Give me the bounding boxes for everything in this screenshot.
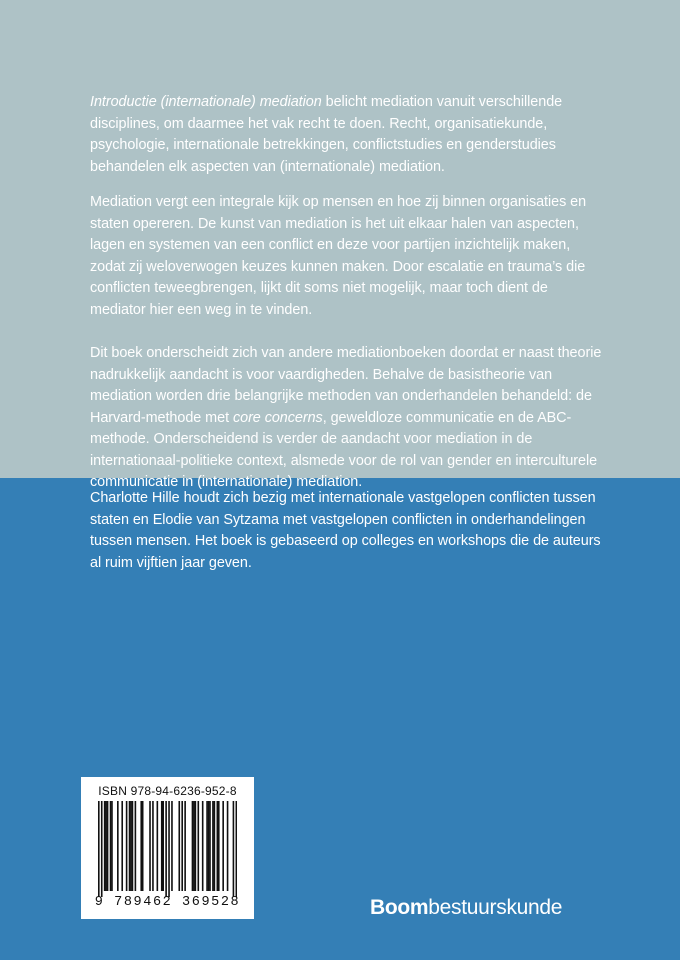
- barcode-bar: [98, 801, 100, 897]
- barcode-bar: [101, 801, 103, 897]
- barcode-bar: [117, 801, 119, 891]
- barcode-bar: [161, 801, 163, 891]
- barcode-bar: [178, 801, 180, 891]
- core-concerns-italic: core concerns: [232, 409, 323, 426]
- barcode-bars: [98, 801, 237, 897]
- book-title-italic: Introductie (internationale) mediation: [90, 94, 322, 110]
- barcode-bar: [171, 801, 173, 891]
- barcode-bar: [142, 801, 144, 891]
- barcode-bar: [214, 801, 216, 891]
- barcode-bar: [212, 801, 214, 891]
- barcode-bar: [195, 801, 197, 891]
- barcode-bar: [181, 801, 183, 891]
- barcode-bar: [192, 801, 194, 891]
- barcode-bar: [149, 801, 151, 891]
- isbn-label: ISBN 978-94-6236-952-8: [98, 784, 237, 798]
- barcode-bar: [126, 801, 128, 891]
- book-distinction-text-b: , geweldloze communicatie en de ABC-methode. Onderscheidend is verder de aandacht voor mediation in de internationaal-politieke context, alsmede voor de rol van gender en interculturele communicatie in (internationale) mediation.: [90, 409, 598, 490]
- barcode-bar: [104, 801, 106, 891]
- barcode-bar: [165, 801, 167, 897]
- publisher-logo: [370, 896, 562, 920]
- barcode-bar: [111, 801, 113, 891]
- barcode-bar: [140, 801, 142, 891]
- barcode-bar: [227, 801, 229, 891]
- authors-paragraph: Charlotte Hille houdt zich bezig met internationale vastgelopen conflicten tussen staten en Elodie van Sytzama met vastgelopen conflicten in onderhandelingen tussen mensen. Het boek is gebaseerd op colleges en workshops die de auteurs al ruim vijftien jaar geven.: [90, 490, 601, 571]
- barcode-bar: [233, 801, 235, 897]
- barcode-bar: [208, 801, 210, 891]
- intro-paragraph-text: belicht mediation vanuit verschillende disciplines, om daarmee het vak recht te doen. Recht, organisatiekunde, psychologie, internationale betrekkingen, conflictstudies en genderstudies behandelen elk aspecten van (internationale) mediation.: [90, 94, 563, 175]
- barcode-bar: [107, 801, 109, 891]
- barcode-bar: [162, 801, 164, 891]
- barcode-bar: [193, 801, 195, 891]
- publisher-logo-boom: Boom: [370, 896, 429, 919]
- barcode-box: [81, 777, 254, 919]
- barcode-bar: [110, 801, 112, 891]
- mediation-paragraph: Mediation vergt een integrale kijk op mensen en hoe zij binnen organisaties en staten opereren. De kunst van mediation is het uit elkaar halen van aspecten, lagen en systemen van een conflict en deze voor partijen inzichtelijk maken, zodat zij weloverwogen keuzes kunnen maken. Door escalatie en trauma’s die conflicten teweegbrengen, lijkt dit soms niet mogelijk, maar toch dient de mediator hier een weg in te vinden.: [90, 194, 587, 318]
- barcode-bar: [217, 801, 219, 891]
- barcode-bar: [130, 801, 132, 891]
- barcode-bar: [129, 801, 131, 891]
- publisher-logo-bestuurskunde: bestuurskunde: [428, 896, 563, 919]
- book-distinction-paragraph: [90, 343, 605, 494]
- intro-paragraph: [90, 92, 605, 178]
- barcode-bar: [218, 801, 220, 891]
- barcode-bar: [168, 801, 170, 897]
- barcode-bar: [121, 801, 123, 891]
- barcode-bar: [206, 801, 208, 891]
- barcode-bar: [132, 801, 134, 891]
- book-distinction-text-a: Dit boek onderscheidt zich van andere mediationboeken doordat er naast theorie nadrukkelijk aandacht is voor vaardigheden. Behalve de basistheorie van mediation worden drie belangrijke methoden van onderhandelen behandeld: de Harvard-methode met: [90, 345, 602, 426]
- ean-digits: 9 789462 369528: [94, 895, 241, 910]
- barcode-bar: [236, 801, 237, 897]
- barcode-bar: [202, 801, 204, 891]
- barcode-bar: [197, 801, 199, 891]
- barcode-bar: [105, 801, 107, 891]
- barcode-bar: [222, 801, 224, 891]
- barcode-bar: [209, 801, 211, 891]
- barcode-bar: [184, 801, 186, 891]
- barcode-bar: [135, 801, 137, 891]
- barcode-bar: [152, 801, 154, 891]
- barcode-bar: [157, 801, 159, 891]
